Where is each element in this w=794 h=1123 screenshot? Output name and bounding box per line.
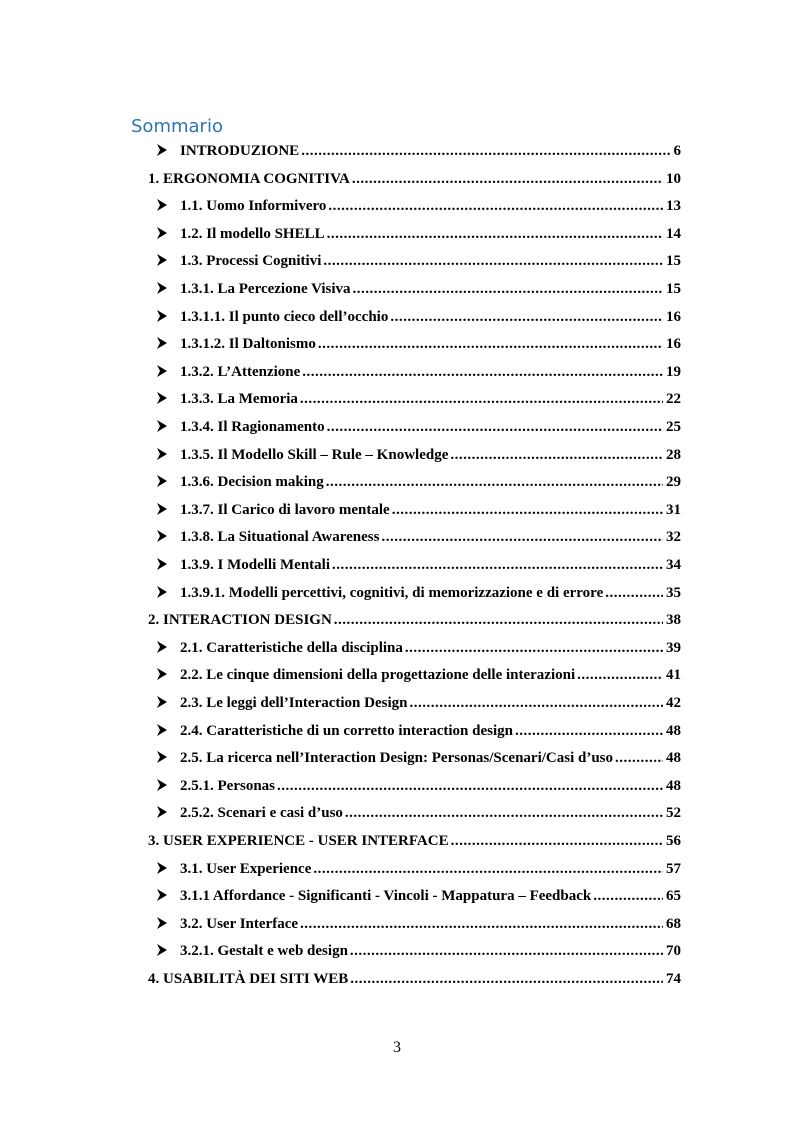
toc-entry[interactable] (0, 690, 794, 717)
toc-entry-page: 14 (666, 226, 681, 242)
toc-leader-dots (300, 391, 663, 408)
toc-entry-label: 1.3.1.1. Il punto cieco dell’occhio (180, 309, 389, 325)
arrow-bullet-icon (156, 143, 168, 157)
toc-entry-row (180, 442, 681, 469)
toc-leader-dots (390, 309, 663, 326)
toc-entry-row (180, 635, 681, 662)
toc-entry-row (180, 414, 681, 441)
toc-leader-dots (327, 419, 663, 436)
toc-entry[interactable] (0, 607, 794, 634)
toc-entry-row (180, 800, 681, 827)
toc-entry-label: 3.2. User Interface (180, 916, 299, 932)
toc-entry-label: 2.1. Caratteristiche della disciplina (180, 640, 403, 656)
toc-entry-row (180, 359, 681, 386)
toc-leader-dots (593, 888, 663, 905)
toc-entry-page: 68 (666, 916, 681, 932)
toc-entry-page: 38 (666, 612, 681, 628)
toc-entry-label: 1.3.2. L’Attenzione (180, 364, 301, 380)
toc-entry-label: 1.3.9. I Modelli Mentali (180, 557, 330, 573)
toc-entry[interactable] (0, 138, 794, 165)
toc-leader-dots (352, 171, 663, 188)
toc-entry-label: 1.3.5. Il Modello Skill – Rule – Knowledge (180, 447, 449, 463)
toc-entry[interactable] (0, 414, 794, 441)
toc-entry[interactable] (0, 276, 794, 303)
toc-entry-label: 3.2.1. Gestalt e web design (180, 943, 348, 959)
toc-entry-row (180, 690, 681, 717)
toc-entry-row (180, 524, 681, 551)
toc-entry-row (180, 138, 681, 165)
toc-entry-label: 2. INTERACTION DESIGN (148, 612, 332, 628)
toc-entry[interactable] (0, 662, 794, 689)
toc-entry-row (180, 662, 681, 689)
toc-entry[interactable] (0, 442, 794, 469)
toc-entry-label: 1.3.4. Il Ragionamento (180, 419, 325, 435)
toc-leader-dots (451, 833, 663, 850)
toc-leader-dots (353, 281, 663, 298)
toc-entry-page: 57 (666, 861, 681, 877)
toc-entry-row (148, 166, 681, 193)
toc-leader-dots (328, 198, 663, 215)
toc-entry-label: 3. USER EXPERIENCE - USER INTERFACE (148, 833, 449, 849)
arrow-bullet-icon (156, 861, 168, 875)
toc-entry-page: 15 (666, 281, 681, 297)
toc-entry-label: 2.2. Le cinque dimensioni della progettazione delle interazioni (180, 667, 576, 683)
toc-entry[interactable] (0, 359, 794, 386)
toc-entry[interactable] (0, 635, 794, 662)
toc-entry-page: 42 (666, 695, 681, 711)
toc-entry-row (180, 938, 681, 965)
toc-entry-page: 32 (666, 529, 681, 545)
toc-leader-dots (409, 695, 663, 712)
toc-entry-page: 39 (666, 640, 681, 656)
toc-entry-row (180, 718, 681, 745)
toc-entry-label: 2.5. La ricerca nell’Interaction Design: Personas/Scenari/Casi d’uso (180, 750, 614, 766)
toc-entry-page: 70 (666, 943, 681, 959)
toc-entry-row (148, 966, 681, 993)
toc-entry[interactable] (0, 193, 794, 220)
toc-entry-row (180, 193, 681, 220)
arrow-bullet-icon (156, 309, 168, 323)
arrow-bullet-icon (156, 336, 168, 350)
toc-leader-dots (350, 971, 663, 988)
toc-leader-dots (302, 364, 663, 381)
arrow-bullet-icon (156, 557, 168, 571)
toc-entry-page: 29 (666, 474, 681, 490)
toc-entry[interactable] (0, 800, 794, 827)
toc-leader-dots (300, 916, 663, 933)
toc-entry[interactable] (0, 331, 794, 358)
toc-entry-label: 1.3.3. La Memoria (180, 391, 298, 407)
toc-entry-page: 65 (666, 888, 681, 904)
toc-entry-page: 16 (666, 336, 681, 352)
toc-entry-page: 15 (666, 253, 681, 269)
toc-entry-page: 34 (666, 557, 681, 573)
toc-entry-page: 48 (666, 778, 681, 794)
toc-leader-dots (323, 253, 663, 270)
toc-entry[interactable] (0, 828, 794, 855)
toc-entry[interactable] (0, 386, 794, 413)
toc-entry[interactable] (0, 304, 794, 331)
toc-entry-page: 52 (666, 805, 681, 821)
toc-entry[interactable] (0, 883, 794, 910)
toc-entry-page: 19 (666, 364, 681, 380)
toc-entry[interactable] (0, 580, 794, 607)
toc-entry-label: 1.3.9.1. Modelli percettivi, cognitivi, di memorizzazione e di errore (180, 585, 604, 601)
toc-entry-page: 35 (666, 585, 681, 601)
toc-entry[interactable] (0, 221, 794, 248)
toc-leader-dots (345, 805, 663, 822)
arrow-bullet-icon (156, 778, 168, 792)
toc-entry-label: 1.3.7. Il Carico di lavoro mentale (180, 502, 390, 518)
toc-leader-dots (577, 667, 663, 684)
toc-entry-row (180, 883, 681, 910)
toc-entry-label: 1.1. Uomo Informivero (180, 198, 327, 214)
toc-leader-dots (277, 778, 663, 795)
toc-entry-label: 1.3.1.2. Il Daltonismo (180, 336, 316, 352)
toc-leader-dots (334, 612, 663, 629)
arrow-bullet-icon (156, 667, 168, 681)
toc-leader-dots (326, 474, 663, 491)
toc-entry-page: 13 (666, 198, 681, 214)
toc-entry[interactable] (0, 911, 794, 938)
toc-entry-row (180, 580, 681, 607)
toc-entry-label: 1. ERGONOMIA COGNITIVA (148, 171, 350, 187)
arrow-bullet-icon (156, 888, 168, 902)
toc-entry-label: 1.3. Processi Cognitivi (180, 253, 322, 269)
toc-entry-page: 56 (666, 833, 681, 849)
toc-entry-row (180, 911, 681, 938)
arrow-bullet-icon (156, 943, 168, 957)
toc-entry[interactable] (0, 938, 794, 965)
toc-leader-dots (381, 529, 663, 546)
arrow-bullet-icon (156, 198, 168, 212)
toc-entry-row (180, 552, 681, 579)
toc-entry[interactable] (0, 469, 794, 496)
arrow-bullet-icon (156, 419, 168, 433)
toc-entry-row (180, 856, 681, 883)
toc-entry-row (180, 276, 681, 303)
arrow-bullet-icon (156, 750, 168, 764)
arrow-bullet-icon (156, 640, 168, 654)
toc-title: Sommario (131, 116, 223, 137)
arrow-bullet-icon (156, 502, 168, 516)
toc-entry-row (180, 331, 681, 358)
toc-leader-dots (615, 750, 663, 767)
toc-entry-label: 4. USABILITÀ DEI SITI WEB (148, 971, 349, 987)
toc-entry-label: 1.2. Il modello SHELL (180, 226, 325, 242)
toc-entry[interactable] (0, 497, 794, 524)
toc-leader-dots (405, 640, 663, 657)
toc-leader-dots (450, 447, 663, 464)
toc-entry-row (180, 304, 681, 331)
arrow-bullet-icon (156, 474, 168, 488)
toc-entry[interactable] (0, 966, 794, 993)
toc-entry-label: 2.3. Le leggi dell’Interaction Design (180, 695, 408, 711)
toc-entry[interactable] (0, 248, 794, 275)
toc-entry-page: 6 (673, 143, 681, 159)
toc-entry-page: 22 (666, 391, 681, 407)
toc-entry-label: 2.5.1. Personas (180, 778, 275, 794)
toc-entry-label: 1.3.6. Decision making (180, 474, 324, 490)
toc-entry-page: 48 (666, 750, 681, 766)
toc-entry-page: 41 (666, 667, 681, 683)
toc-entry-label: 3.1. User Experience (180, 861, 312, 877)
arrow-bullet-icon (156, 529, 168, 543)
toc-entry-page: 74 (666, 971, 681, 987)
arrow-bullet-icon (156, 585, 168, 599)
toc-entry-row (180, 469, 681, 496)
toc-entry-row (180, 221, 681, 248)
toc-leader-dots (332, 557, 663, 574)
toc-entry-label: 2.5.2. Scenari e casi d’uso (180, 805, 343, 821)
toc-leader-dots (318, 336, 663, 353)
arrow-bullet-icon (156, 695, 168, 709)
toc-entry-label: 2.4. Caratteristiche di un corretto interaction design (180, 723, 513, 739)
arrow-bullet-icon (156, 391, 168, 405)
toc-entry-page: 16 (666, 309, 681, 325)
arrow-bullet-icon (156, 723, 168, 737)
toc-entry-row (180, 248, 681, 275)
arrow-bullet-icon (156, 805, 168, 819)
toc-entry-label: 3.1.1 Affordance - Significanti - Vincoli - Mappatura – Feedback (180, 888, 592, 904)
arrow-bullet-icon (156, 447, 168, 461)
toc-entry-row (180, 386, 681, 413)
arrow-bullet-icon (156, 364, 168, 378)
toc-entry-label: 1.3.1. La Percezione Visiva (180, 281, 351, 297)
toc-entry-label: 1.3.8. La Situational Awareness (180, 529, 380, 545)
toc-leader-dots (515, 723, 663, 740)
toc-entry-row (148, 828, 681, 855)
toc-leader-dots (605, 585, 663, 602)
toc-entry-row (180, 773, 681, 800)
toc-entry-page: 25 (666, 419, 681, 435)
toc-entry-label: INTRODUZIONE (180, 143, 300, 159)
toc-entry[interactable] (0, 552, 794, 579)
toc-entry-page: 31 (666, 502, 681, 518)
toc-entry[interactable] (0, 773, 794, 800)
arrow-bullet-icon (156, 226, 168, 240)
toc-leader-dots (327, 226, 663, 243)
toc-leader-dots (350, 943, 663, 960)
toc-entry[interactable] (0, 856, 794, 883)
toc-entry[interactable] (0, 166, 794, 193)
toc-entry-page: 48 (666, 723, 681, 739)
toc-leader-dots (392, 502, 663, 519)
toc-entry[interactable] (0, 524, 794, 551)
toc-leader-dots (301, 143, 670, 160)
toc-entry[interactable] (0, 718, 794, 745)
toc-entry-page: 10 (666, 171, 681, 187)
arrow-bullet-icon (156, 281, 168, 295)
page-number: 3 (393, 1039, 401, 1056)
toc-entry-page: 28 (666, 447, 681, 463)
toc-entry[interactable] (0, 745, 794, 772)
arrow-bullet-icon (156, 916, 168, 930)
toc-entry-row (148, 607, 681, 634)
toc-entry-row (180, 497, 681, 524)
arrow-bullet-icon (156, 253, 168, 267)
toc-entry-row (180, 745, 681, 772)
toc-leader-dots (313, 861, 663, 878)
